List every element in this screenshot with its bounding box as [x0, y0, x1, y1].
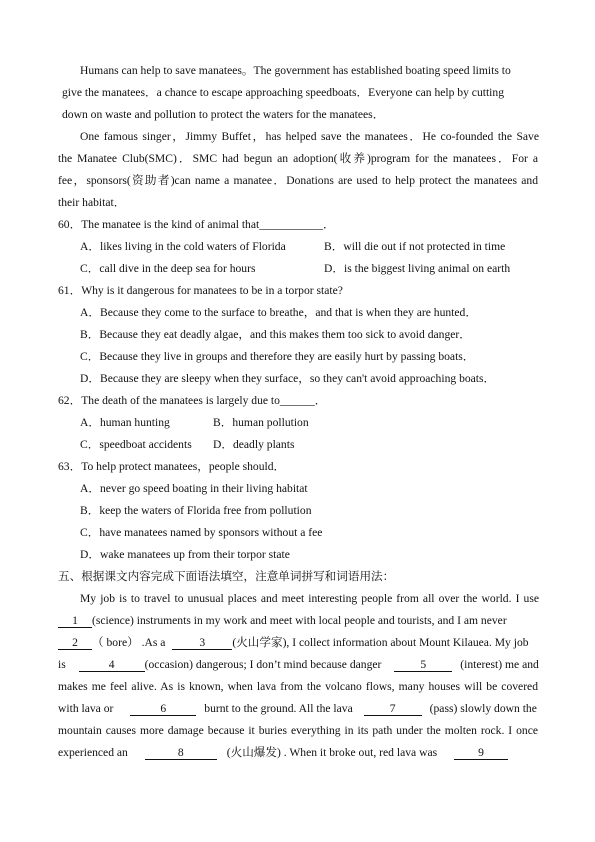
- passage-line: fee，sponsors(资助者)can name a manatee．Donations are used to help protect the manatees and: [58, 174, 538, 187]
- question-stem: 60．The manatee is the kind of animal that___________．: [58, 218, 335, 231]
- option-c: C．have manatees named by sponsors without a fee: [80, 526, 323, 539]
- passage-line: One famous singer，Jimmy Buffet，has helped save the manatees．He co-founded the Save: [80, 130, 539, 143]
- option-d: D．is the biggest living animal on earth: [324, 262, 511, 275]
- blank-3[interactable]: 3: [172, 637, 232, 650]
- option-b: B．human pollution: [213, 416, 309, 429]
- cloze-line: 1 (science) instruments in my work and meet with local people and tourists, and I am never: [58, 614, 507, 628]
- section-heading: 五、根据课文内容完成下面语法填空，注意单词拼写和词语用法：: [58, 570, 395, 583]
- cloze-line: experienced an 8 (火山爆发) . When it broke out, red lava was 9: [58, 746, 508, 760]
- passage-line: down on waste and pollution to protect the waters for the manatees．: [62, 108, 385, 121]
- passage-line: their habitat．: [58, 196, 126, 209]
- cloze-line: mountain causes more damage because it buries everything in its path under the molten rock. I once: [58, 724, 538, 737]
- passage-line: Humans can help to save manatees。The government has established boating speed limits to: [80, 64, 511, 77]
- option-b: B．will die out if not protected in time: [324, 240, 506, 253]
- option-c: C．call dive in the deep sea for hours: [80, 262, 256, 275]
- blank-7[interactable]: 7: [364, 703, 422, 716]
- cloze-line: makes me feel alive. As is known, when lava from the volcano flows, many houses will be covered: [58, 680, 538, 693]
- option-a: A．likes living in the cold waters of Florida: [80, 240, 286, 253]
- cloze-line: 2 （ bore） .As a 3 (火山学家), I collect information about Mount Kilauea. My job: [58, 636, 529, 650]
- cloze-line: with lava or 6 burnt to the ground. All the lava 7 (pass) slowly down the: [58, 702, 537, 715]
- blank-8[interactable]: 8: [145, 747, 217, 760]
- blank-4[interactable]: 4: [79, 659, 145, 672]
- passage-line: give the manatees．a chance to escape approaching speedboats．Everyone can help by cutting: [62, 86, 504, 99]
- option-c: C．Because they live in groups and therefore they are easily hurt by passing boats．: [80, 350, 475, 363]
- question-stem: 61．Why is it dangerous for manatees to be in a torpor state?: [58, 284, 343, 297]
- blank-6[interactable]: 6: [130, 703, 196, 716]
- blank-5[interactable]: 5: [394, 659, 452, 672]
- cloze-line: is 4 (occasion) dangerous; I don’t mind because danger 5 (interest) me and: [58, 658, 539, 671]
- question-stem: 62．The death of the manatees is largely due to______．: [58, 394, 327, 407]
- option-c: C．speedboat accidents: [80, 438, 192, 451]
- question-stem: 63．To help protect manatees，people should．: [58, 460, 286, 473]
- option-d: D．Because they are sleepy when they surface，so they can't avoid approaching boats．: [80, 372, 496, 385]
- option-a: A．Because they come to the surface to breathe，and that is when they are hunted．: [80, 306, 477, 319]
- option-a: A．human hunting: [80, 416, 170, 429]
- option-b: B．Because they eat deadly algae，and this makes them too sick to avoid danger．: [80, 328, 471, 341]
- blank-9[interactable]: 9: [454, 747, 508, 760]
- blank-1[interactable]: 1: [58, 615, 92, 628]
- cloze-line: My job is to travel to unusual places and meet interesting people from all over the world. I use: [80, 592, 539, 605]
- option-d: D．deadly plants: [213, 438, 295, 451]
- option-a: A．never go speed boating in their living habitat: [80, 482, 308, 495]
- option-b: B．keep the waters of Florida free from pollution: [80, 504, 312, 517]
- passage-line: the Manatee Club(SMC)．SMC had begun an adoption(收养)program for the manatees．For a: [58, 152, 538, 165]
- blank-2[interactable]: 2: [58, 637, 92, 650]
- option-d: D．wake manatees up from their torpor state: [80, 548, 290, 561]
